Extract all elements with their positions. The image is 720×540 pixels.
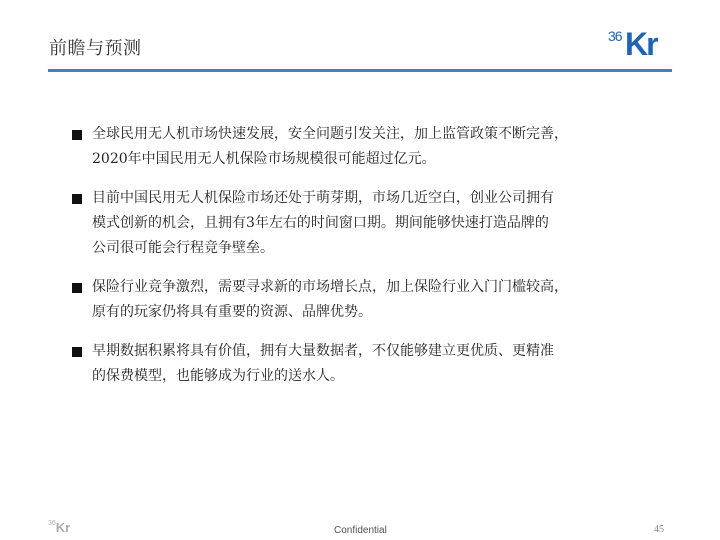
bullet-item: [72, 339, 652, 389]
bullet-line: 2020年中国民用无人机保险市场规模很可能超过亿元。: [92, 151, 436, 167]
title-divider: [48, 69, 672, 72]
page-title: 前瞻与预测: [49, 38, 142, 59]
bullet-line: 目前中国民用无人机保险市场还处于萌芽期，市场几近空白，创业公司拥有: [92, 190, 554, 206]
bullet-line: 原有的玩家仍将具有重要的资源、品牌优势。: [92, 304, 372, 320]
bullet-line: 早期数据积累将具有价值，拥有大量数据者，不仅能够建立更优质、更精准: [92, 343, 554, 359]
bullet-square-icon: [72, 283, 82, 293]
bullet-line: 的保费模型，也能够成为行业的送水人。: [92, 368, 344, 384]
bullet-item: [72, 275, 652, 325]
logo-letters: Kr: [625, 26, 657, 62]
bullet-line: 模式创新的机会，且拥有3年左右的时间窗口期。期间能够快速打造品牌的: [92, 215, 549, 231]
bullet-square-icon: [72, 130, 82, 140]
footer-logo-letters: Kr: [55, 520, 71, 535]
logo-number: 36: [608, 28, 622, 44]
page-number: 45: [654, 524, 664, 535]
bullet-line: 公司很可能会行程竞争壁垒。: [92, 240, 274, 256]
bullet-square-icon: [72, 194, 82, 204]
bullet-line: 全球民用无人机市场快速发展，安全问题引发关注，加上监管政策不断完善，: [92, 126, 568, 142]
confidential-label: Confidential: [334, 525, 387, 536]
bullet-item: [72, 186, 652, 261]
bullet-list: [72, 122, 652, 403]
bullet-item: [72, 122, 652, 172]
bullet-square-icon: [72, 347, 82, 357]
footer-logo-number: 36: [48, 520, 56, 527]
bullet-line: 保险行业竞争激烈，需要寻求新的市场增长点，加上保险行业入门门槛较高，: [92, 279, 568, 295]
footer-logo: [48, 520, 70, 535]
